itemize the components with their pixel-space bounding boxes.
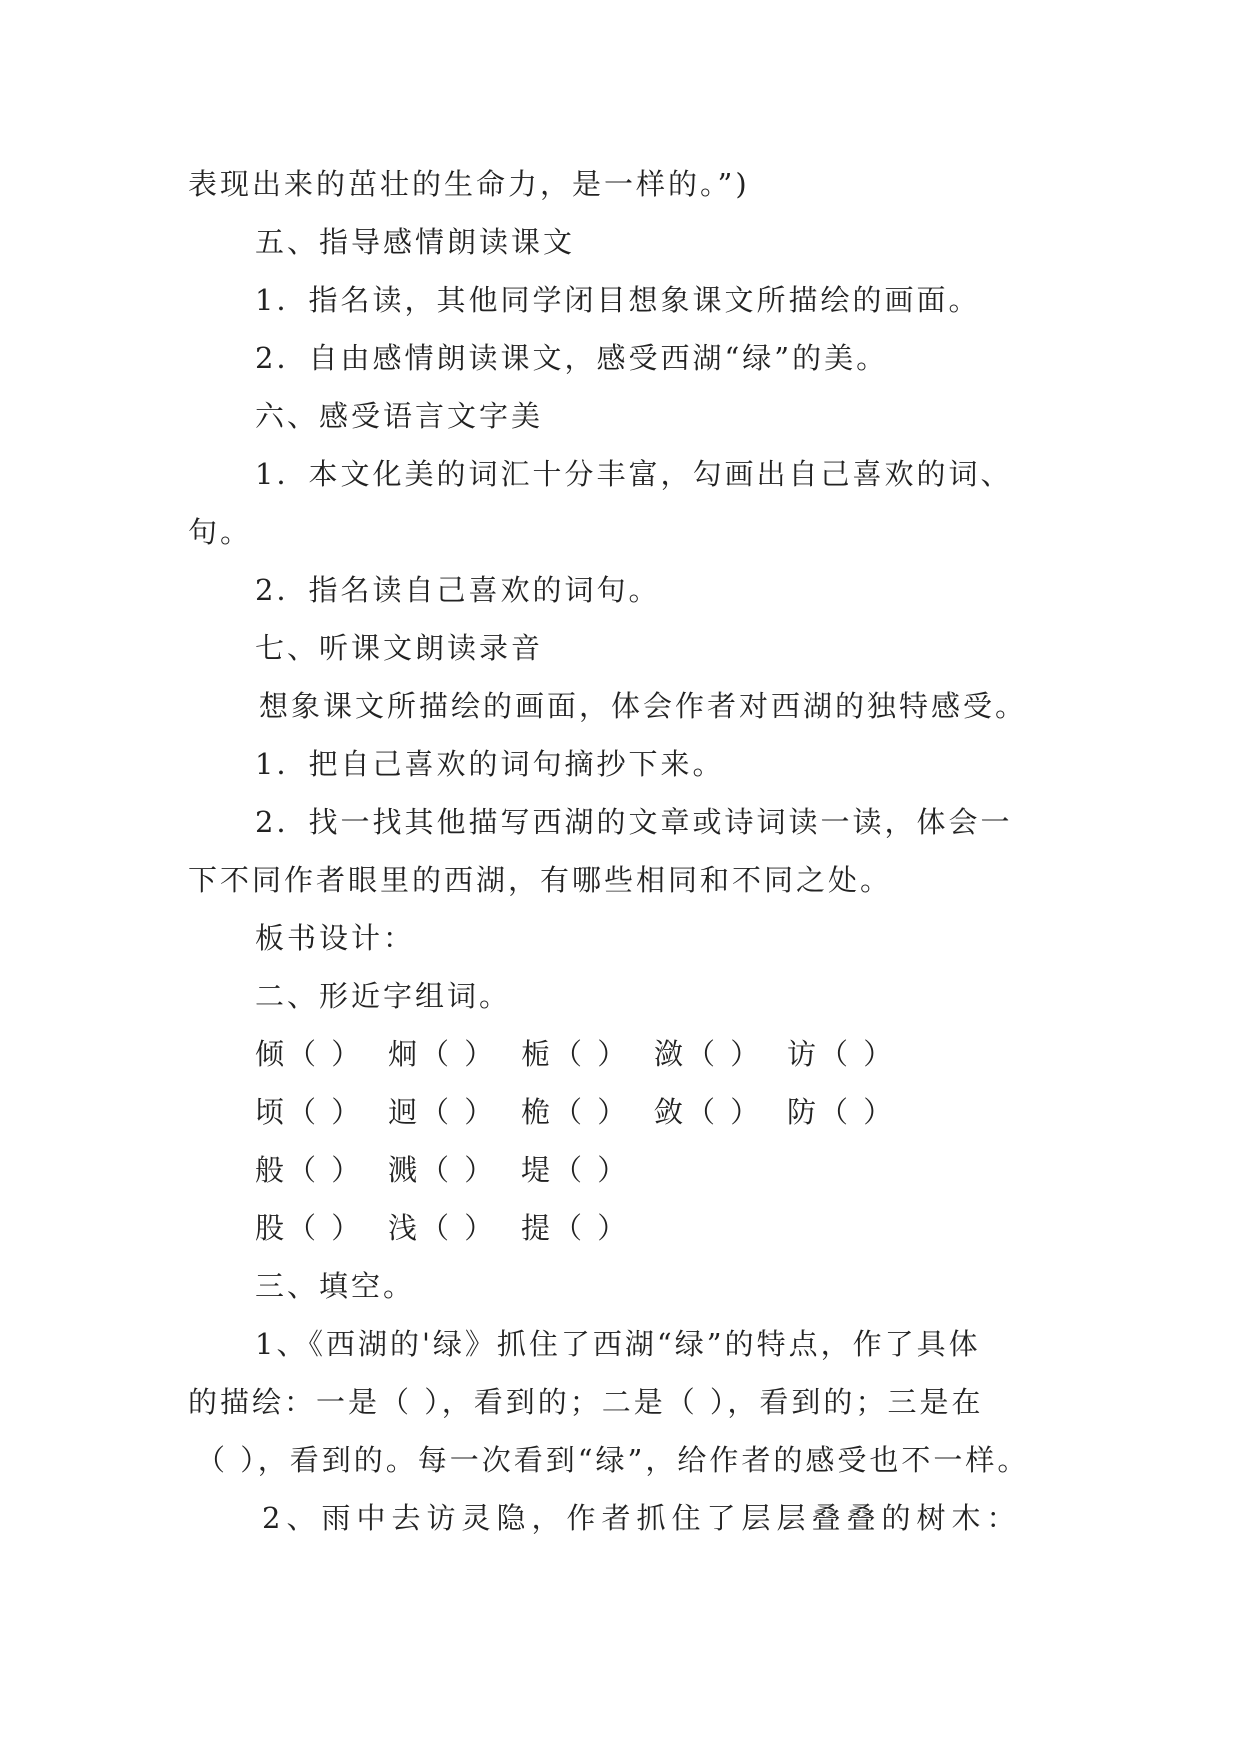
section-heading-7: 七、听课文朗读录音 (255, 631, 544, 665)
word-cell: 炯（ ） (388, 1037, 497, 1071)
text-line-3: 1．指名读，其他同学闭目想象课文所描绘的画面。 (255, 283, 981, 317)
word-cell: 提（ ） (521, 1211, 630, 1245)
word-cell: 防（ ） (787, 1095, 896, 1129)
word-cell: 潋（ ） (654, 1037, 763, 1071)
fill-line-3: （ ），看到的。每一次看到“绿”，给作者的感受也不一样。 (196, 1443, 1030, 1477)
word-cell: 桅（ ） (521, 1095, 630, 1129)
text-line-11: 1．把自己喜欢的词句摘抄下来。 (255, 747, 725, 781)
word-cell: 栀（ ） (521, 1037, 630, 1071)
text-line-13: 下不同作者眼里的西湖，有哪些相同和不同之处。 (188, 863, 893, 897)
word-cell: 倾（ ） (255, 1037, 364, 1071)
text-line-6: 1．本文化美的词汇十分丰富，勾画出自己喜欢的词、 (255, 457, 1013, 491)
word-cell: 访（ ） (787, 1037, 896, 1071)
text-line-1: 表现出来的茁壮的生命力，是一样的。”) (188, 167, 750, 201)
text-line-12: 2．找一找其他描写西湖的文章或诗词读一读，体会一 (255, 805, 1013, 839)
blackboard-design-heading: 板书设计： (255, 921, 416, 955)
section-heading-6: 六、感受语言文字美 (255, 399, 544, 433)
word-cell: 敛（ ） (654, 1095, 763, 1129)
fill-line-1: 1、《西湖的'绿》抓住了西湖“绿”的特点，作了具体 (255, 1327, 981, 1361)
text-line-10: 想象课文所描绘的画面，体会作者对西湖的独特感受。 (259, 689, 1028, 723)
section-heading-2: 二、形近字组词。 (255, 979, 512, 1013)
text-line-7: 句。 (188, 515, 253, 549)
word-cell: 顷（ ） (255, 1095, 364, 1129)
word-cell: 堤（ ） (521, 1153, 630, 1187)
fill-line-4: 2、雨中去访灵隐，作者抓住了层层叠叠的树木： (262, 1501, 1022, 1535)
section-heading-3: 三、填空。 (255, 1269, 416, 1303)
word-cell: 般（ ） (255, 1153, 364, 1187)
word-cell: 溅（ ） (388, 1153, 497, 1187)
fill-line-2: 的描绘：一是（ ），看到的；二是（ ），看到的；三是在 (188, 1385, 984, 1419)
section-heading-5: 五、指导感情朗读课文 (255, 225, 576, 259)
word-cell: 股（ ） (255, 1211, 364, 1245)
text-line-4: 2．自由感情朗读课文，感受西湖“绿”的美。 (255, 341, 889, 375)
text-line-8: 2．指名读自己喜欢的词句。 (255, 573, 661, 607)
word-cell: 迥（ ） (388, 1095, 497, 1129)
word-cell: 浅（ ） (388, 1211, 497, 1245)
